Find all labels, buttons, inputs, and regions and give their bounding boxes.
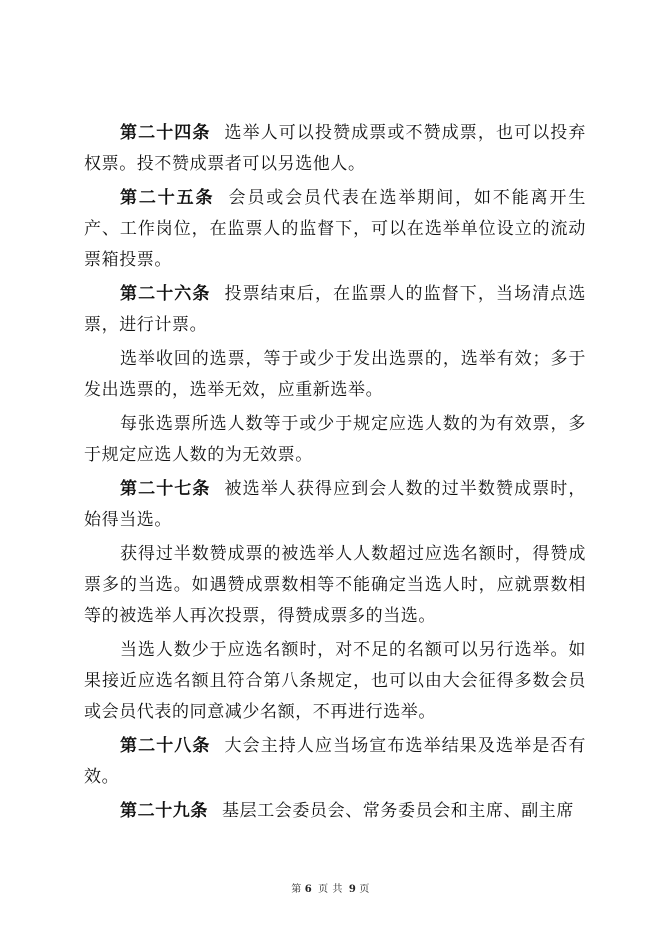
paragraph-text: 投票结束后，在监票人的监督下，当场清点选票，进行计票。 — [84, 284, 586, 335]
paragraph-text: 会员或会员代表在选举期间，如不能离开生产、工作岗位，在监票人的监督下，可以在选举单位设立的流动票箱投票。 — [84, 188, 586, 270]
paragraph-text: 选举收回的选票，等于或少于发出选票的，选举有效；多于发出选票的，选举无效，应重新选举。 — [84, 349, 586, 400]
footer-total-pages: 9 — [348, 884, 357, 895]
document-body — [84, 118, 586, 830]
paragraph-9 — [84, 731, 586, 793]
paragraph-text: 被选举人获得应到会人数的过半数赞成票时，始得当选。 — [84, 479, 586, 530]
paragraph-4 — [84, 344, 586, 406]
paragraph-text: 基层工会委员会、常务委员会和主席、副主席 — [222, 801, 574, 821]
paragraph-2 — [84, 183, 586, 276]
article-number: 第二十八条 — [120, 736, 211, 756]
article-number: 第二十七条 — [120, 479, 211, 499]
paragraph-1 — [84, 118, 586, 180]
paragraph-text: 获得过半数赞成票的被选举人人数超过应选名额时，得赞成票多的当选。如遇赞成票数相等不能确定当选人时，应就票数相等的被选举人再次投票，得赞成票多的当选。 — [84, 544, 586, 626]
footer-middle: 页 共 — [318, 884, 343, 895]
article-number: 第二十四条 — [120, 123, 211, 143]
paragraph-5 — [84, 409, 586, 471]
paragraph-7 — [84, 539, 586, 632]
paragraph-text: 选举人可以投赞成票或不赞成票，也可以投弃权票。投不赞成票者可以另选他人。 — [84, 123, 586, 174]
article-number: 第二十九条 — [120, 801, 208, 821]
paragraph-text: 大会主持人应当场宣布选举结果及选举是否有效。 — [84, 736, 586, 787]
paragraph-8 — [84, 635, 586, 728]
footer-prefix: 第 — [291, 884, 302, 895]
footer-page-number: 6 — [304, 884, 313, 895]
paragraph-text: 每张选票所选人数等于或少于规定应选人数的为有效票，多于规定应选人数的为无效票。 — [84, 414, 586, 465]
paragraph-text: 当选人数少于应选名额时，对不足的名额可以另行选举。如果接近应选名额且符合第八条规定，也可以由大会征得多数会员或会员代表的同意减少名额，不再进行选举。 — [84, 640, 586, 722]
article-number: 第二十六条 — [120, 284, 211, 304]
footer-suffix: 页 — [359, 884, 370, 895]
paragraph-10 — [84, 796, 586, 827]
paragraph-3 — [84, 279, 586, 341]
article-number: 第二十五条 — [120, 188, 215, 208]
paragraph-6 — [84, 474, 586, 536]
page-footer — [0, 880, 661, 895]
